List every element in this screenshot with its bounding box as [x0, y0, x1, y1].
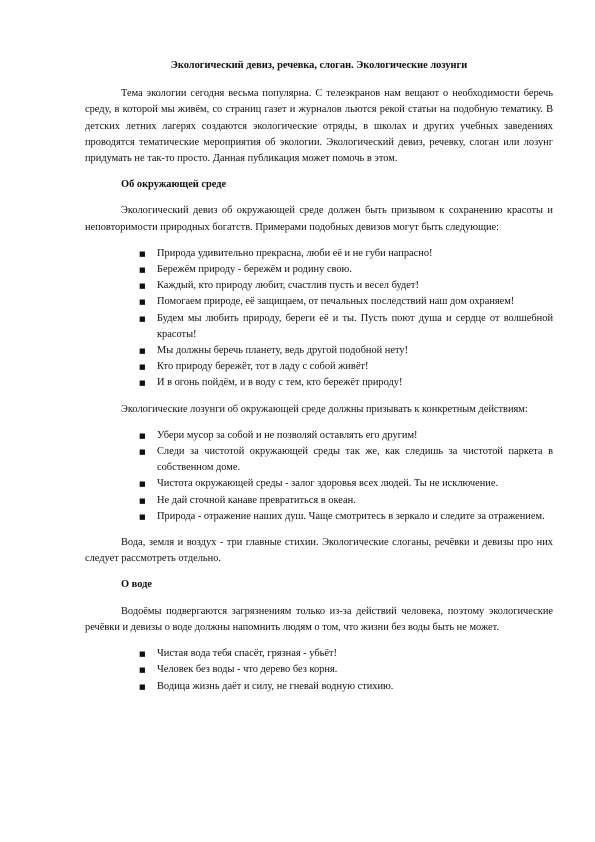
bullet-icon: ■ [139, 650, 146, 659]
bullet-icon: ■ [139, 363, 146, 372]
bullet-icon: ■ [139, 379, 146, 388]
list-item-text: Помогаем природе, её защищаем, от печальных последствий наш дом охраняем! [157, 296, 515, 308]
list-item-text: Не дай сточной канаве превратиться в океан. [157, 494, 356, 506]
bullet-icon: ■ [139, 496, 146, 505]
list-item [85, 428, 553, 444]
list-item [85, 294, 553, 310]
list-item [85, 646, 553, 662]
list-item [85, 375, 553, 391]
bullet-icon: ■ [139, 314, 146, 323]
list-item [85, 444, 553, 476]
list-item [85, 246, 553, 262]
document-title: Экологический девиз, речевка, слоган. Экологические лозунги [170, 60, 468, 71]
bullet-icon: ■ [139, 682, 146, 691]
bullet-icon: ■ [139, 266, 146, 275]
list-item-text: Человек без воды - что дерево без корня. [157, 664, 338, 676]
water-paragraph: Водоёмы подвергаются загрязнениям только из-за действий человека, поэтому экологические речёвки и девизы о воде должны напомнить людям о том, что жизни без воды быть не может. [85, 605, 553, 633]
list-item [85, 509, 553, 525]
bullet-icon: ■ [139, 448, 146, 457]
list-item [85, 493, 553, 509]
list-item [85, 262, 553, 278]
list-item-text: Будем мы любить природу, береги её и ты. Пусть поют душа и сердце от волшебной красоты! [157, 312, 553, 340]
list-item [85, 278, 553, 294]
bullet-icon: ■ [139, 431, 146, 440]
bullet-icon: ■ [139, 480, 146, 489]
list-item-text: Природа удивительно прекрасна, люби её и не губи напрасно! [157, 247, 433, 259]
list-item-text: Следи за чистотой окружающей среды так же, как следишь за чистотой паркета в собственном доме. [157, 446, 553, 474]
water-mottos-list [85, 646, 553, 695]
bullet-icon: ■ [139, 298, 146, 307]
list-item-text: Чистая вода тебя спасёт, грязная - убьёт! [157, 648, 337, 660]
list-item-text: Бережём природу - бережём и родину свою. [157, 264, 352, 276]
bullet-icon: ■ [139, 249, 146, 258]
intro-paragraph: Тема экологии сегодня весьма популярна. С телеэкранов нам вещают о необходимости беречь среду, в которой мы живём, со страниц газет и журналов льются рекой статьи на подобную тематику. В детских летних лагерях создаются экологические отряды, в школах и других учебных заведениях проводятся тематические мероприятия об экологии. Экологический девиз, речевку, слоган или лозунг придумать не так-то просто. Данная публикация может помочь в этом. [85, 88, 553, 165]
list-item-text: Кто природу бережёт, тот в ладу с собой живёт! [157, 361, 369, 373]
list-item [85, 343, 553, 359]
list-item [85, 662, 553, 678]
bullet-icon: ■ [139, 347, 146, 356]
list-item-text: Водица жизнь даёт и силу, не гневай водную стихию. [157, 680, 394, 692]
slogans-paragraph: Экологические лозунги об окружающей среде должны призывать к конкретным действиям: [121, 403, 528, 415]
list-item [85, 311, 553, 343]
elements-paragraph: Вода, земля и воздух - три главные стихии. Экологические слоганы, речёвки и девизы про них следует рассмотреть отдельно. [85, 537, 553, 565]
list-item-text: Природа - отражение наших душ. Чаще смотритесь в зеркало и следите за отражением. [157, 510, 545, 522]
environment-paragraph: Экологический девиз об окружающей среде должен быть призывом к сохранению красоты и неповторимости природных богатств. Примерами подобных девизов могут быть следующие: [85, 205, 553, 233]
bullet-icon: ■ [139, 282, 146, 291]
list-item-text: И в огонь пойдём, и в воду с тем, кто бережёт природу! [157, 377, 403, 389]
list-item-text: Убери мусор за собой и не позволяй оставлять его другим! [157, 429, 418, 441]
list-item-text: Каждый, кто природу любит, счастлив пусть и весел будет! [157, 280, 419, 292]
list-item-text: Чистота окружающей среды - залог здоровья всех людей. Ты не исключение. [157, 478, 499, 490]
section-heading-environment: Об окружающей среде [121, 179, 227, 191]
list-item-text: Мы должны беречь планету, ведь другой подобной нету! [157, 345, 409, 357]
document-page [85, 58, 553, 705]
bullet-icon: ■ [139, 512, 146, 521]
list-item [85, 476, 553, 492]
environment-mottos-list [85, 246, 553, 392]
bullet-icon: ■ [139, 666, 146, 675]
list-item [85, 679, 553, 695]
list-item [85, 359, 553, 375]
environment-slogans-list [85, 428, 553, 525]
section-heading-water: О воде [121, 579, 152, 591]
